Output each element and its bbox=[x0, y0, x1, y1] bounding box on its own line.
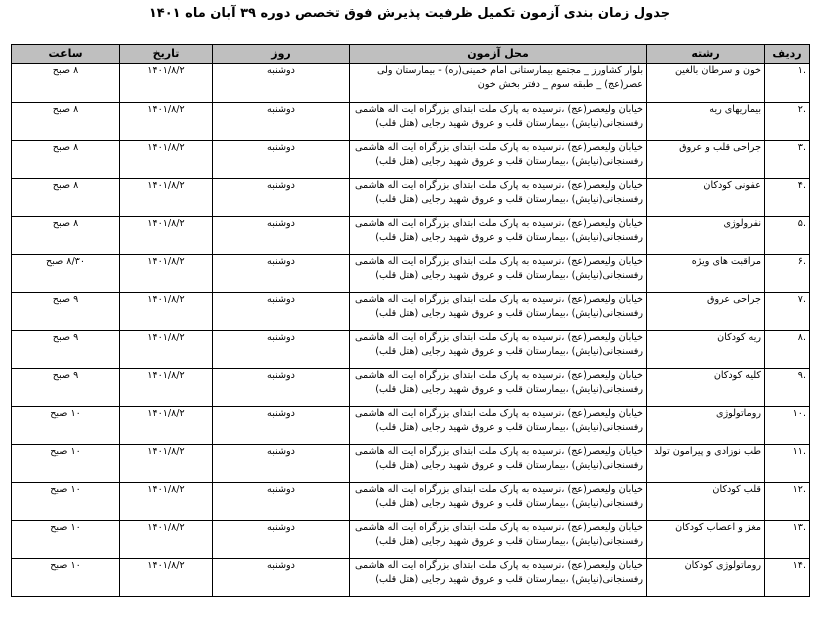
table-row bbox=[12, 141, 810, 179]
row-time: ۸ صبح bbox=[12, 179, 120, 217]
table-row bbox=[12, 103, 810, 141]
row-index: .۶ bbox=[765, 255, 810, 293]
row-location: خیابان ولیعصر(عج) ،نرسیده به پارک ملت ابتدای بزرگراه ایت اله هاشمی رفسنجانی(نیایش) ،بیمارستان قلب و عروق شهید رجایی (هتل قلب) bbox=[350, 559, 647, 597]
table-row bbox=[12, 559, 810, 597]
row-field: نفرولوژی bbox=[647, 217, 765, 255]
row-time: ۸ صبح bbox=[12, 217, 120, 255]
row-day: دوشنبه bbox=[213, 293, 350, 331]
row-index: .۹ bbox=[765, 369, 810, 407]
row-index: .۱۰ bbox=[765, 407, 810, 445]
row-location: خیابان ولیعصر(عج) ،نرسیده به پارک ملت ابتدای بزرگراه ایت اله هاشمی رفسنجانی(نیایش) ،بیمارستان قلب و عروق شهید رجایی (هتل قلب) bbox=[350, 141, 647, 179]
page-title: جدول زمان بندی آزمون تکمیل ظرفیت پذیرش فوق تخصص دوره ۳۹ آبان ماه ۱۴۰۱ bbox=[148, 6, 671, 21]
row-location: خیابان ولیعصر(عج) ،نرسیده به پارک ملت ابتدای بزرگراه ایت اله هاشمی رفسنجانی(نیایش) ،بیمارستان قلب و عروق شهید رجایی (هتل قلب) bbox=[350, 407, 647, 445]
row-index: .۲ bbox=[765, 103, 810, 141]
row-time: ۸ صبح bbox=[12, 103, 120, 141]
row-time: ۸ صبح bbox=[12, 64, 120, 103]
row-date: ۱۴۰۱/۸/۲ bbox=[120, 103, 213, 141]
row-time: ۱۰ صبح bbox=[12, 559, 120, 597]
row-day: دوشنبه bbox=[213, 103, 350, 141]
table-row bbox=[12, 255, 810, 293]
row-day: دوشنبه bbox=[213, 369, 350, 407]
row-day: دوشنبه bbox=[213, 521, 350, 559]
row-date: ۱۴۰۱/۸/۲ bbox=[120, 141, 213, 179]
row-location: خیابان ولیعصر(عج) ،نرسیده به پارک ملت ابتدای بزرگراه ایت اله هاشمی رفسنجانی(نیایش) ،بیمارستان قلب و عروق شهید رجایی (هتل قلب) bbox=[350, 483, 647, 521]
row-field: روماتولوژی کودکان bbox=[647, 559, 765, 597]
row-field: مراقبت های ویژه bbox=[647, 255, 765, 293]
row-field: مغز و اعصاب کودکان bbox=[647, 521, 765, 559]
row-field: کلیه کودکان bbox=[647, 369, 765, 407]
row-date: ۱۴۰۱/۸/۲ bbox=[120, 369, 213, 407]
row-day: دوشنبه bbox=[213, 483, 350, 521]
row-date: ۱۴۰۱/۸/۲ bbox=[120, 64, 213, 103]
row-location: خیابان ولیعصر(عج) ،نرسیده به پارک ملت ابتدای بزرگراه ایت اله هاشمی رفسنجانی(نیایش) ،بیمارستان قلب و عروق شهید رجایی (هتل قلب) bbox=[350, 179, 647, 217]
row-date: ۱۴۰۱/۸/۲ bbox=[120, 179, 213, 217]
table-row bbox=[12, 521, 810, 559]
table-row bbox=[12, 331, 810, 369]
row-date: ۱۴۰۱/۸/۲ bbox=[120, 331, 213, 369]
table-row bbox=[12, 407, 810, 445]
header-time: ساعت bbox=[12, 45, 120, 64]
row-date: ۱۴۰۱/۸/۲ bbox=[120, 293, 213, 331]
table-row bbox=[12, 64, 810, 103]
row-location: خیابان ولیعصر(عج) ،نرسیده به پارک ملت ابتدای بزرگراه ایت اله هاشمی رفسنجانی(نیایش) ،بیمارستان قلب و عروق شهید رجایی (هتل قلب) bbox=[350, 331, 647, 369]
row-location: خیابان ولیعصر(عج) ،نرسیده به پارک ملت ابتدای بزرگراه ایت اله هاشمی رفسنجانی(نیایش) ،بیمارستان قلب و عروق شهید رجایی (هتل قلب) bbox=[350, 255, 647, 293]
row-date: ۱۴۰۱/۸/۲ bbox=[120, 255, 213, 293]
row-time: ۱۰ صبح bbox=[12, 445, 120, 483]
table-row bbox=[12, 293, 810, 331]
row-field: قلب کودکان bbox=[647, 483, 765, 521]
row-date: ۱۴۰۱/۸/۲ bbox=[120, 559, 213, 597]
row-field: روماتولوژی bbox=[647, 407, 765, 445]
row-date: ۱۴۰۱/۸/۲ bbox=[120, 445, 213, 483]
schedule-table bbox=[11, 44, 810, 597]
header-day: روز bbox=[213, 45, 350, 64]
row-location: خیابان ولیعصر(عج) ،نرسیده به پارک ملت ابتدای بزرگراه ایت اله هاشمی رفسنجانی(نیایش) ،بیمارستان قلب و عروق شهید رجایی (هتل قلب) bbox=[350, 217, 647, 255]
row-field: جراحی قلب و عروق bbox=[647, 141, 765, 179]
table-row bbox=[12, 217, 810, 255]
row-time: ۱۰ صبح bbox=[12, 521, 120, 559]
row-index: .۱۱ bbox=[765, 445, 810, 483]
row-index: .۱ bbox=[765, 64, 810, 103]
row-time: ۹ صبح bbox=[12, 331, 120, 369]
row-date: ۱۴۰۱/۸/۲ bbox=[120, 217, 213, 255]
header-date: تاریخ bbox=[120, 45, 213, 64]
row-day: دوشنبه bbox=[213, 217, 350, 255]
row-day: دوشنبه bbox=[213, 141, 350, 179]
row-index: .۱۳ bbox=[765, 521, 810, 559]
table-row bbox=[12, 483, 810, 521]
row-day: دوشنبه bbox=[213, 445, 350, 483]
row-location: خیابان ولیعصر(عج) ،نرسیده به پارک ملت ابتدای بزرگراه ایت اله هاشمی رفسنجانی(نیایش) ،بیمارستان قلب و عروق شهید رجایی (هتل قلب) bbox=[350, 293, 647, 331]
row-index: .۴ bbox=[765, 179, 810, 217]
row-time: ۹ صبح bbox=[12, 293, 120, 331]
row-day: دوشنبه bbox=[213, 64, 350, 103]
row-day: دوشنبه bbox=[213, 179, 350, 217]
row-field: عفونی کودکان bbox=[647, 179, 765, 217]
row-location: خیابان ولیعصر(عج) ،نرسیده به پارک ملت ابتدای بزرگراه ایت اله هاشمی رفسنجانی(نیایش) ،بیمارستان قلب و عروق شهید رجایی (هتل قلب) bbox=[350, 521, 647, 559]
row-field: خون و سرطان بالغین bbox=[647, 64, 765, 103]
row-date: ۱۴۰۱/۸/۲ bbox=[120, 521, 213, 559]
row-index: .۵ bbox=[765, 217, 810, 255]
row-time: ۸/۳۰ صبح bbox=[12, 255, 120, 293]
header-location: محل آزمون bbox=[350, 45, 647, 64]
row-day: دوشنبه bbox=[213, 407, 350, 445]
row-field: بیماریهای ریه bbox=[647, 103, 765, 141]
table-header-row bbox=[12, 45, 810, 64]
row-location: خیابان ولیعصر(عج) ،نرسیده به پارک ملت ابتدای بزرگراه ایت اله هاشمی رفسنجانی(نیایش) ،بیمارستان قلب و عروق شهید رجایی (هتل قلب) bbox=[350, 369, 647, 407]
row-location: بلوار کشاورز _ مجتمع بیمارستانی امام خمینی(ره) - بیمارستان ولی عصر(عج) _ طبقه سوم _ دفتر بخش خون bbox=[350, 64, 647, 103]
row-day: دوشنبه bbox=[213, 559, 350, 597]
row-index: .۱۲ bbox=[765, 483, 810, 521]
row-time: ۱۰ صبح bbox=[12, 483, 120, 521]
row-location: خیابان ولیعصر(عج) ،نرسیده به پارک ملت ابتدای بزرگراه ایت اله هاشمی رفسنجانی(نیایش) ،بیمارستان قلب و عروق شهید رجایی (هتل قلب) bbox=[350, 103, 647, 141]
table-row bbox=[12, 445, 810, 483]
row-field: طب نوزادی و پیرامون تولد bbox=[647, 445, 765, 483]
table-row bbox=[12, 369, 810, 407]
row-day: دوشنبه bbox=[213, 255, 350, 293]
header-index: ردیف bbox=[765, 45, 810, 64]
row-time: ۹ صبح bbox=[12, 369, 120, 407]
row-time: ۱۰ صبح bbox=[12, 407, 120, 445]
row-index: .۳ bbox=[765, 141, 810, 179]
header-field: رشته bbox=[647, 45, 765, 64]
row-index: .۱۴ bbox=[765, 559, 810, 597]
row-field: جراحی عروق bbox=[647, 293, 765, 331]
row-index: .۷ bbox=[765, 293, 810, 331]
table-row bbox=[12, 179, 810, 217]
row-date: ۱۴۰۱/۸/۲ bbox=[120, 407, 213, 445]
row-time: ۸ صبح bbox=[12, 141, 120, 179]
row-date: ۱۴۰۱/۸/۲ bbox=[120, 483, 213, 521]
row-index: .۸ bbox=[765, 331, 810, 369]
row-field: ریه کودکان bbox=[647, 331, 765, 369]
row-day: دوشنبه bbox=[213, 331, 350, 369]
row-location: خیابان ولیعصر(عج) ،نرسیده به پارک ملت ابتدای بزرگراه ایت اله هاشمی رفسنجانی(نیایش) ،بیمارستان قلب و عروق شهید رجایی (هتل قلب) bbox=[350, 445, 647, 483]
